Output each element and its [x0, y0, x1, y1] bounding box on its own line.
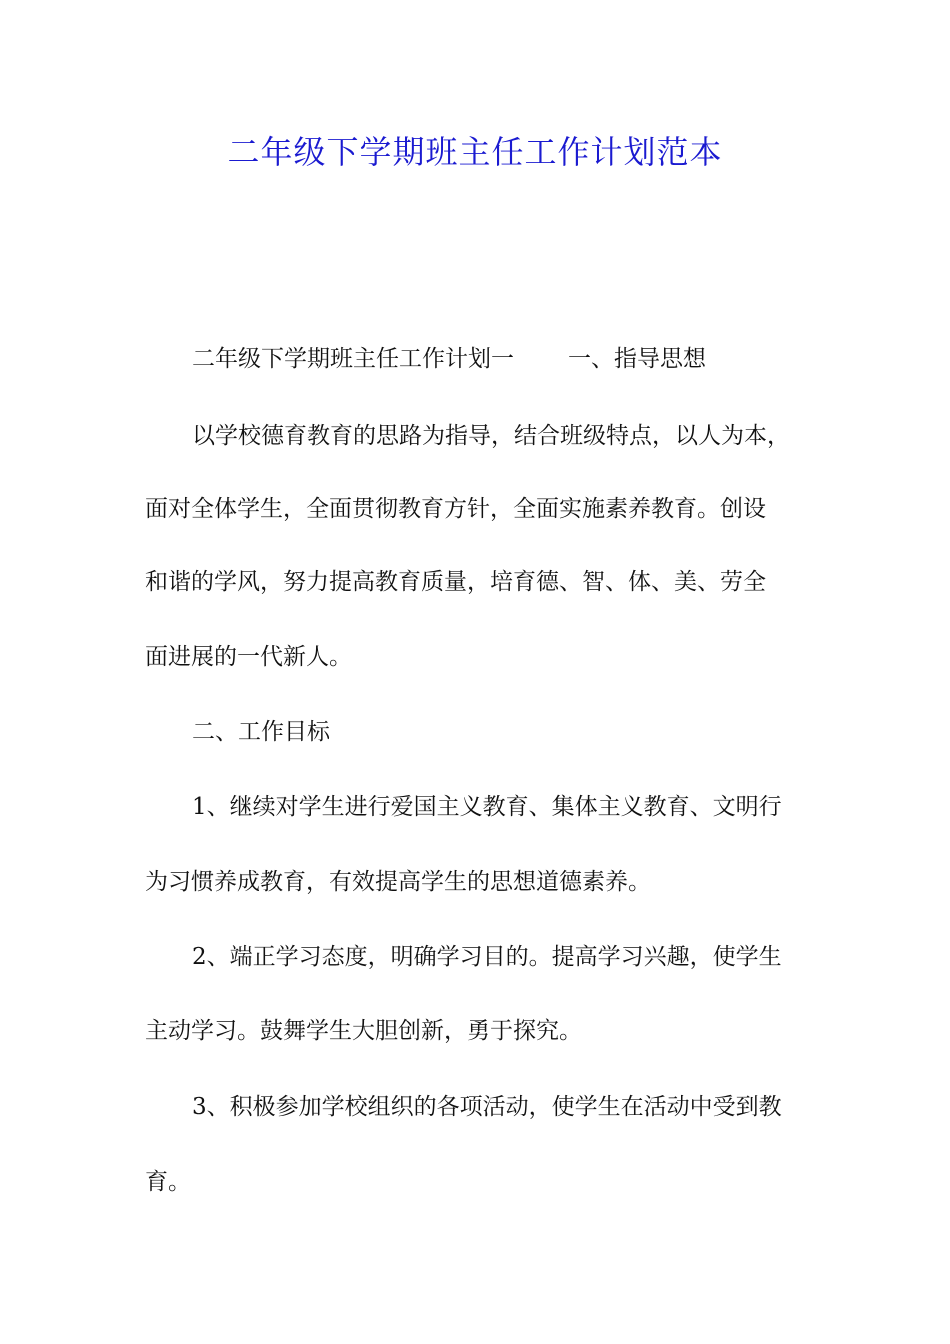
paragraph-line: 面对全体学生，全面贯彻教育方针，全面实施素养教育。创设: [145, 496, 766, 522]
paragraph-line: 为习惯养成教育，有效提高学生的思想道德素养。: [145, 869, 651, 895]
section-heading-line: [192, 343, 706, 375]
paragraph-line: 2、端正学习态度，明确学习目的。提高学习兴趣，使学生: [192, 944, 782, 970]
paragraph-line: 3、积极参加学校组织的各项活动，使学生在活动中受到教: [192, 1094, 782, 1120]
paragraph-line: 面进展的一代新人。: [145, 644, 352, 670]
paragraph-line: 主动学习。鼓舞学生大胆创新，勇于探究。: [145, 1018, 582, 1044]
paragraph-line: 1、继续对学生进行爱国主义教育、集体主义教育、文明行: [192, 794, 782, 820]
paragraph-line: 和谐的学风，努力提高教育质量，培育德、智、体、美、劳全: [145, 569, 766, 595]
paragraph-line: 以学校德育教育的思路为指导，结合班级特点，以人为本，: [192, 423, 790, 449]
document-title: 二年级下学期班主任工作计划范本: [227, 133, 723, 171]
paragraph-line: 育。: [145, 1169, 191, 1195]
section-heading-guiding-thought: 一、指导思想: [568, 346, 706, 372]
section-heading-work-goals: 二、工作目标: [192, 719, 330, 745]
plan-subtitle: 二年级下学期班主任工作计划一: [192, 346, 514, 372]
